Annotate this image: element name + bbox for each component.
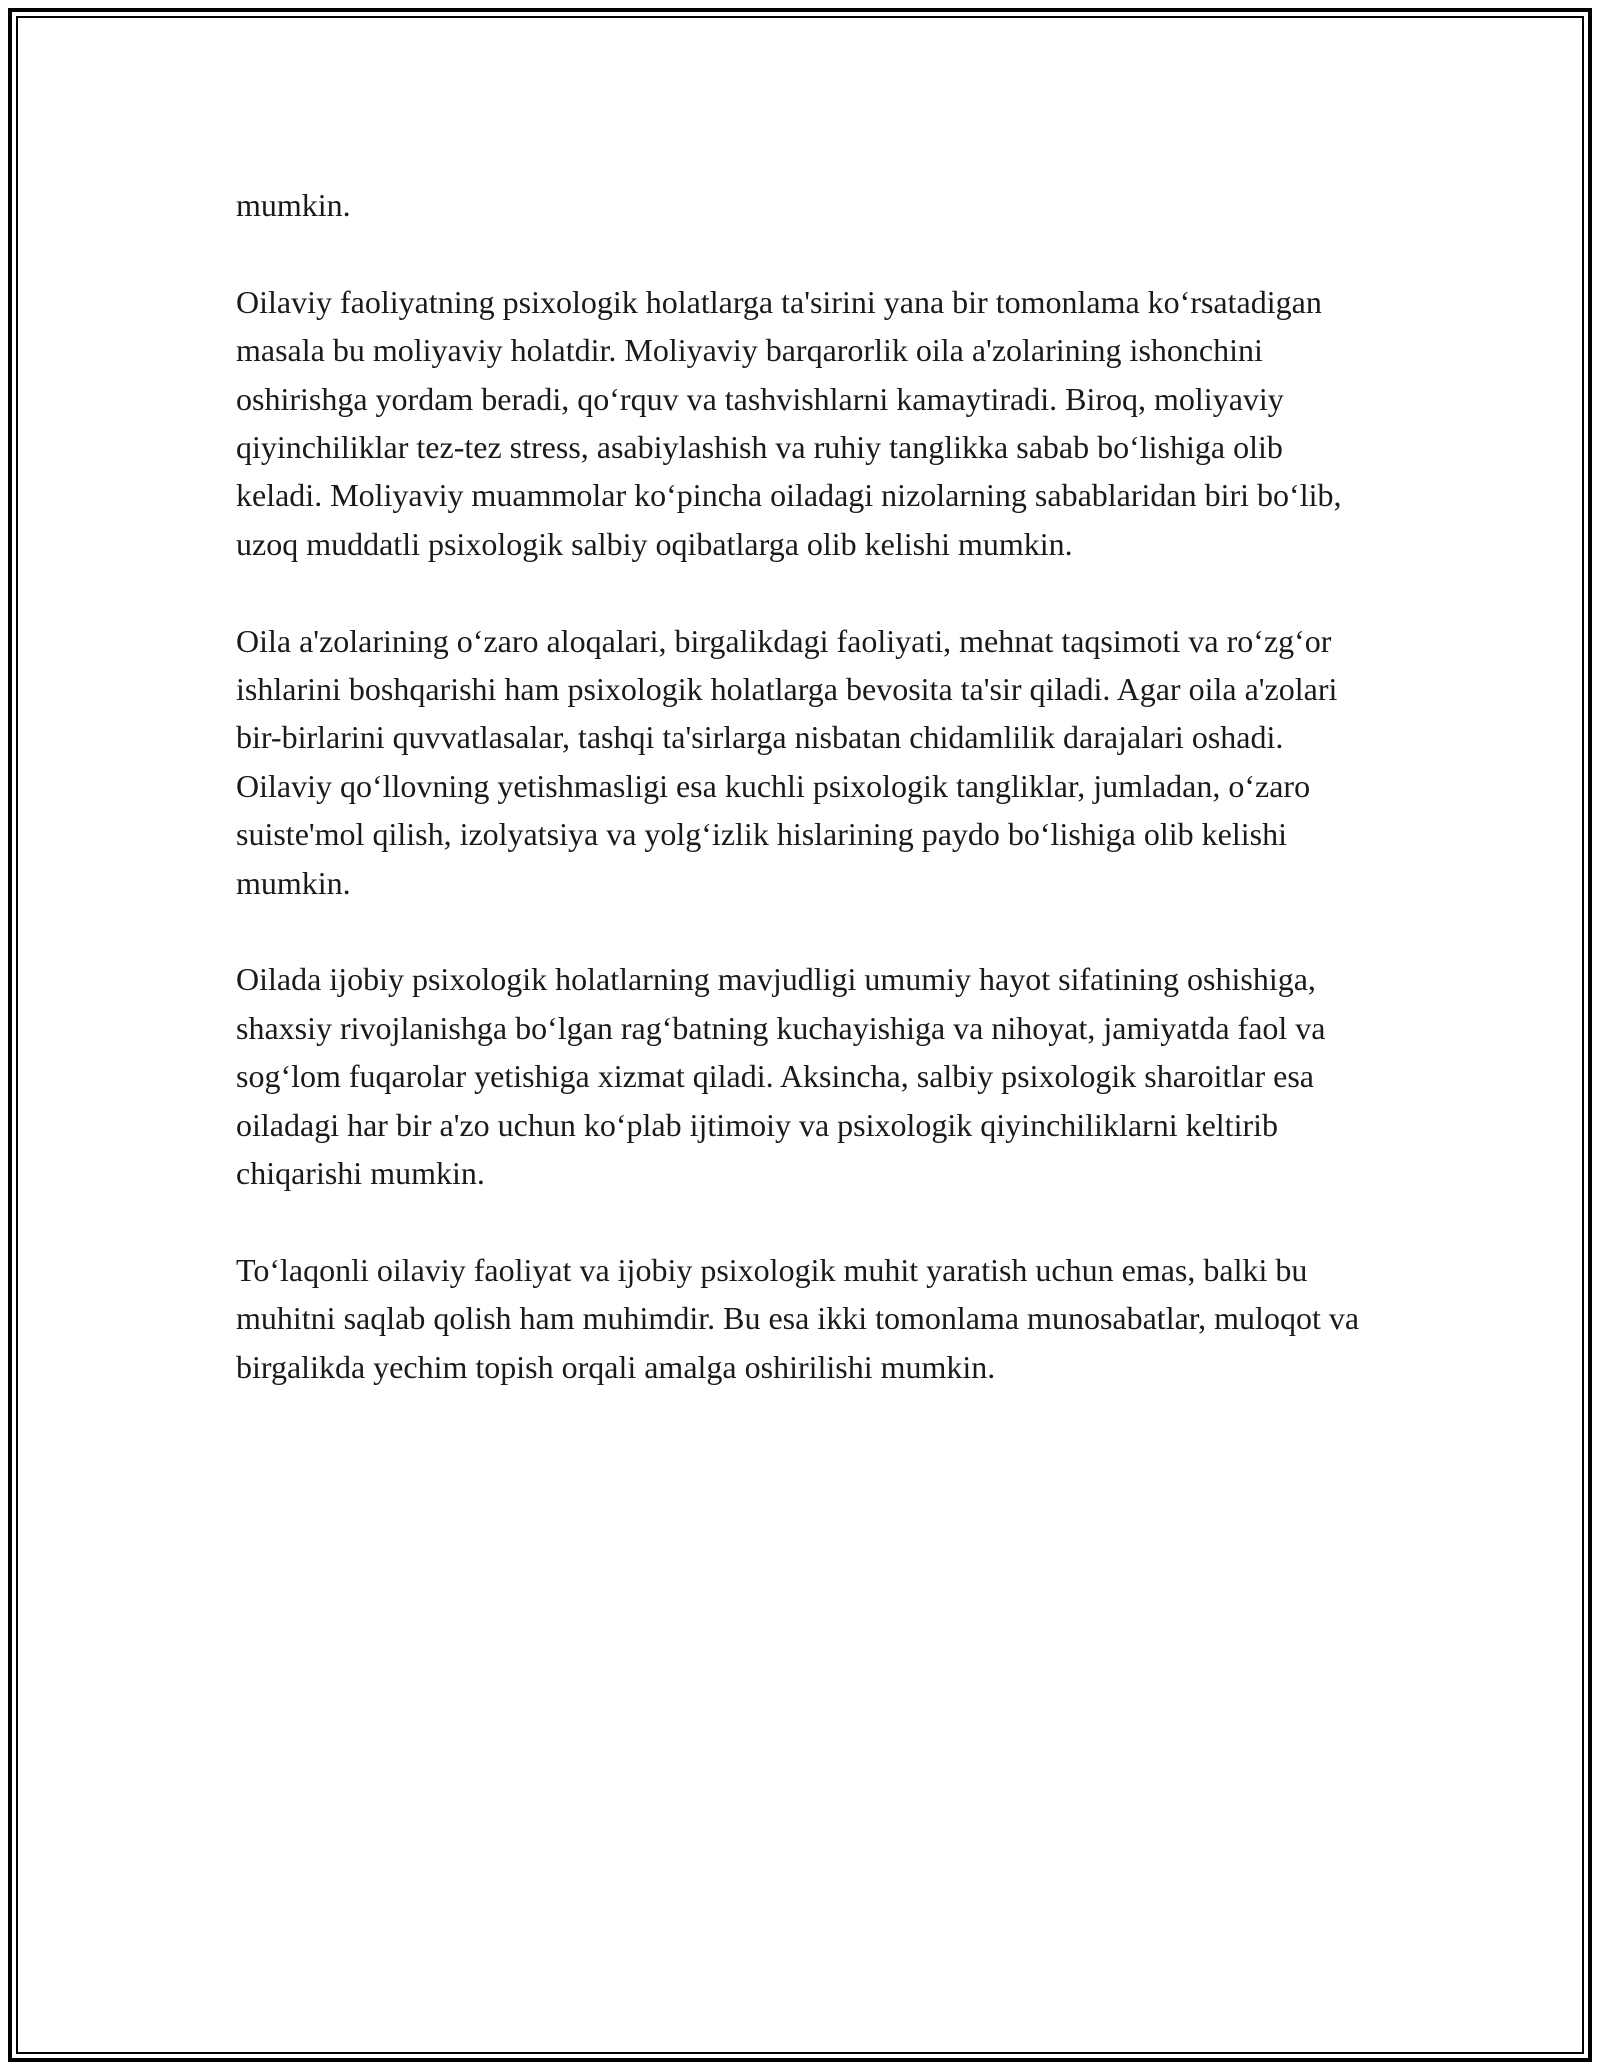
paragraph-conclusion: To‘laqonli oilaviy faoliyat va ijobiy psixologik muhit yaratish uchun emas, balki bu muhitni saqlab qolish ham muhimdir. Bu esa ikki tomonlama munosabatlar, muloqot va birgalikda yechim topish orqali amalga oshirilishi mumkin. <box>236 1251 1360 1385</box>
paragraph-family-relations: Oila a'zolarining o‘zaro aloqalari, birgalikdagi faoliyati, mehnat taqsimoti va ro‘zg‘or ishlarini boshqarishi ham psixologik holatlarga bevosita ta'sir qiladi. Agar oila a'zolari bir-birlarini quvvatlasalar, tashqi ta'sirlarga nisbatan chidamlilik darajalari oshadi. Oilaviy qo‘llovning yetishmasligi esa kuchli psixologik tangliklar, jumladan, o‘zaro suiste'mol qilish, izolyatsiya va yolg‘izlik hislarining paydo bo‘lishiga olib kelishi mumkin. <box>236 622 1338 901</box>
document-body <box>236 181 1376 1439</box>
paragraph-continuation: mumkin. <box>236 187 351 223</box>
paragraph-financial-situation: Oilaviy faoliyatning psixologik holatlarga ta'sirini yana bir tomonlama ko‘rsatadigan masala bu moliyaviy holatdir. Moliyaviy barqarorlik oila a'zolarining ishonchini oshirishga yordam beradi, qo‘rquv va tashvishlarni kamaytiradi. Biroq, moliyaviy qiyinchiliklar tez-tez stress, asabiylashish va ruhiy tanglikka sabab bo‘lishiga olib keladi. Moliyaviy muammolar ko‘pincha oiladagi nizolarning sabablaridan biri bo‘lib, uzoq muddatli psixologik salbiy oqibatlarga olib kelishi mumkin. <box>236 283 1342 562</box>
paragraph-positive-climate: Oilada ijobiy psixologik holatlarning mavjudligi umumiy hayot sifatining oshishiga, shaxsiy rivojlanishga bo‘lgan rag‘batning kuchayishiga va nihoyat, jamiyatda faol va sog‘lom fuqarolar yetishiga xizmat qiladi. Aksincha, salbiy psixologik sharoitlar esa oiladagi har bir a'zo uchun ko‘plab ijtimoiy va psixologik qiyinchiliklarni keltirib chiqarishi mumkin. <box>236 961 1326 1192</box>
